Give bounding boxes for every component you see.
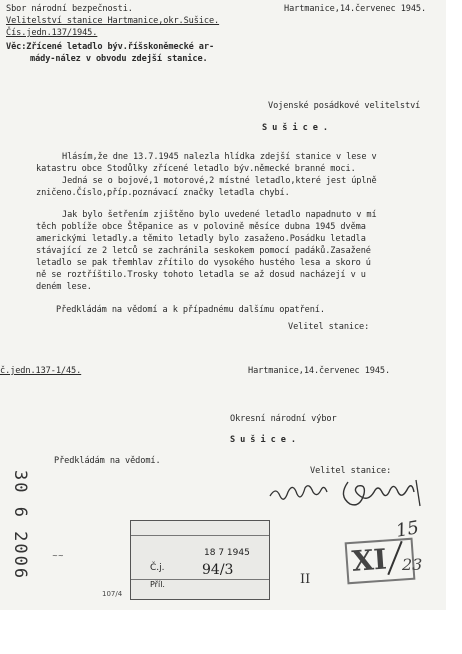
addressee-city: S u š i c e . bbox=[262, 123, 328, 133]
fraction-bottom: 23 bbox=[402, 555, 423, 574]
xi-stamp-text: XI bbox=[350, 542, 388, 578]
closing-sentence: Předkládám na vědomí a k případnému dalšímu opatření. bbox=[56, 305, 325, 315]
body-line-9: letadlo se pak třemhlav zřítilo do vysokého hustého lesa a skoro ú bbox=[36, 258, 371, 268]
body-line-2: katastru obce Stodůlky zřícené letadlo býv.německé branné moci. bbox=[36, 164, 356, 174]
body-line-4: zničeno.Číslo,příp.poznávací značky letadla chybí. bbox=[36, 188, 290, 198]
reference-number: Čís.jedn.137/1945. bbox=[6, 28, 98, 38]
stamp-date: 18 7 1945 bbox=[204, 548, 250, 558]
page-edge bbox=[446, 0, 462, 610]
office-line-1: Sbor národní bezpečnosti. bbox=[6, 4, 133, 14]
body-line-8: stávající ze 2 letců se zachránila seskokem pomocí padáků.Zasažené bbox=[36, 246, 371, 256]
handwritten-signature bbox=[266, 474, 446, 518]
stamp-pril-label: Příl. bbox=[150, 580, 165, 589]
body-line-5: Jak bylo šetřením zjištěno bylo uvedené letadlo napadnuto v mí bbox=[62, 210, 377, 220]
body-line-7: americkými letadly.a těmito letadly bylo zasaženo.Posádku letadla bbox=[36, 234, 366, 244]
body-line-11: deném lese. bbox=[36, 282, 92, 292]
roman-numeral-ii: II bbox=[300, 572, 311, 587]
fraction-top: 15 bbox=[394, 517, 421, 542]
stamp-cj-label: Č.j. bbox=[150, 563, 165, 573]
place-date: Hartmanice,14.červenec 1945. bbox=[284, 4, 427, 14]
subject-line-1: Věc:Zřícené letadlo býv.říšskoněmecké ar- bbox=[6, 42, 215, 52]
subject-line-2: mády-nález v obvodu zdejší stanice. bbox=[30, 54, 208, 64]
endorsement-commander: Velitel stanice: bbox=[310, 466, 392, 476]
endorsement-city: S u š i c e . bbox=[230, 435, 296, 445]
commander-title: Velitel stanice: bbox=[288, 322, 370, 332]
stamp-number: 94/3 bbox=[202, 562, 234, 578]
endorsement-ref: č.jedn.137-1/45. bbox=[0, 366, 82, 376]
body-line-6: těch poblíže obce Štěpanice as v polovině měsíce dubna 1945 dvěma bbox=[36, 222, 366, 232]
body-line-1: Hlásím,že dne 13.7.1945 nalezla hlídka zdejší stanice v lese v bbox=[62, 152, 377, 162]
addressee-office: Vojenské posádkové velitelství bbox=[268, 101, 421, 111]
margin-mark: ~~ bbox=[52, 552, 64, 560]
office-line-2: Velitelství stanice Hartmanice,okr.Sušice. bbox=[6, 16, 220, 26]
margin-note: 107/4 bbox=[102, 590, 123, 598]
endorsement-place-date: Hartmanice,14.červenec 1945. bbox=[248, 366, 391, 376]
vertical-date-stamp: 30 6 2006 bbox=[10, 470, 30, 581]
endorsement-recipient: Okresní národní výbor bbox=[230, 414, 337, 424]
endorsement-note: Předkládám na vědomí. bbox=[54, 456, 161, 466]
body-line-3: Jedná se o bojové,1 motorové,2 místné letadlo,které jest úplně bbox=[62, 176, 377, 186]
body-line-10: ně se roztříštilo.Trosky tohoto letadla se až dosud nacházejí v u bbox=[36, 270, 366, 280]
